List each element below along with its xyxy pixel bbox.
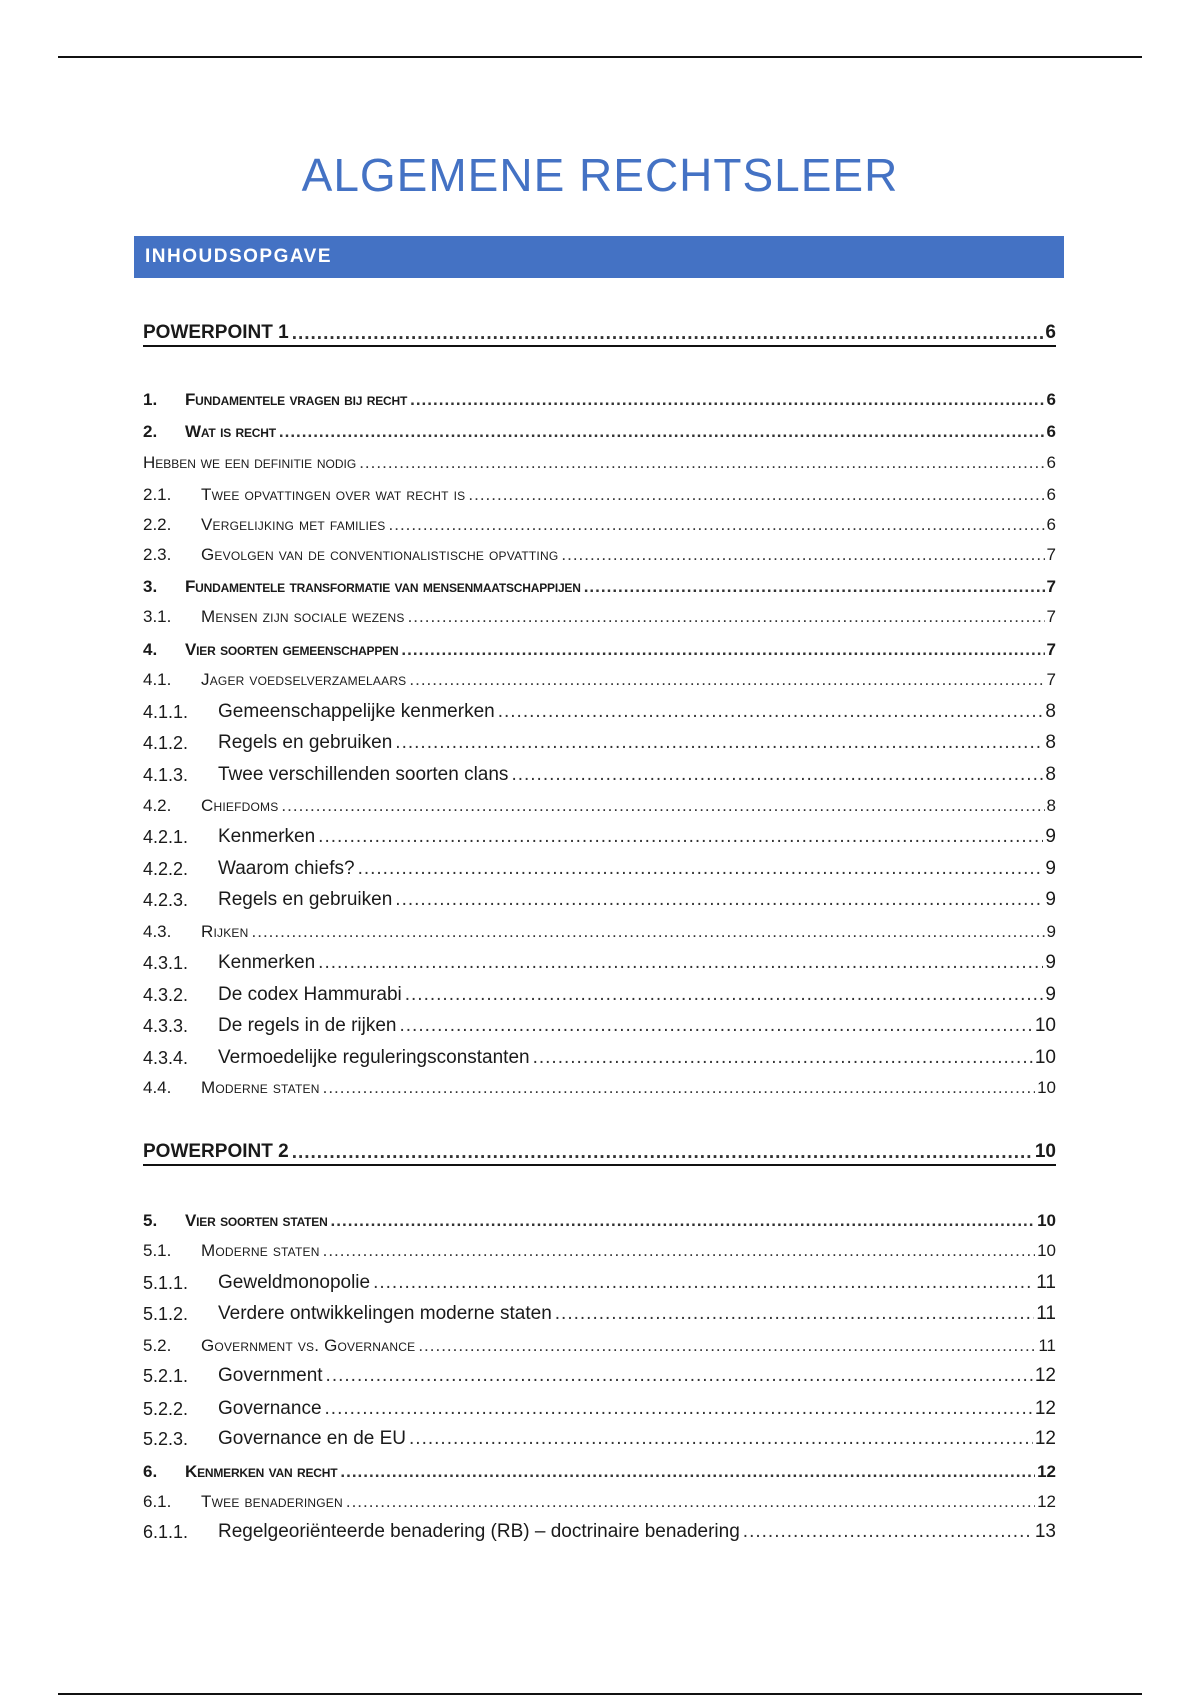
toc-entry-title: Mensen zijn sociale wezens bbox=[201, 607, 405, 626]
toc-entry-page: 8 bbox=[1045, 732, 1056, 753]
toc-entry-title: Verdere ontwikkelingen moderne staten bbox=[218, 1303, 552, 1324]
toc-dot-leader bbox=[292, 323, 1044, 345]
toc-dot-leader bbox=[359, 452, 1044, 474]
toc-entry-number: 4.3.1. bbox=[143, 953, 189, 973]
toc-entry-page: 11 bbox=[1038, 1336, 1056, 1355]
toc-entry-title: Twee benaderingen bbox=[201, 1492, 343, 1511]
toc-entry-title: Kenmerken van recht bbox=[185, 1462, 338, 1481]
toc-dot-leader bbox=[533, 1047, 1033, 1069]
toc-entry-page: 8 bbox=[1045, 701, 1056, 722]
toc-entry-page: 7 bbox=[1046, 607, 1056, 626]
toc-entry-number: 4.3.3. bbox=[143, 1016, 189, 1036]
toc-entry-title: Regels en gebruiken bbox=[218, 732, 393, 753]
toc-entry-page: 9 bbox=[1045, 889, 1056, 910]
toc-entry-title: Government bbox=[218, 1365, 323, 1386]
toc-entry-title: Government vs. Governance bbox=[201, 1336, 416, 1355]
toc-entry-page: 10 bbox=[1037, 1211, 1056, 1230]
toc-entry-number: 4.2.3. bbox=[143, 890, 189, 910]
toc-entry-number: 2. bbox=[143, 422, 158, 441]
toc-entry-title: Gevolgen van de conventionalistische opvatting bbox=[201, 545, 559, 564]
toc-entry-number: 5.1. bbox=[143, 1241, 172, 1260]
toc-dot-leader bbox=[584, 576, 1045, 598]
toc-entry[interactable] bbox=[143, 538, 1056, 566]
toc-entry-title: Governance bbox=[218, 1398, 322, 1419]
toc-dot-leader bbox=[405, 984, 1044, 1006]
toc-entry-page: 6 bbox=[1046, 515, 1056, 534]
toc-entry-number: 1. bbox=[143, 390, 158, 409]
toc-entry-page: 7 bbox=[1046, 545, 1056, 564]
toc-entry[interactable] bbox=[143, 915, 1056, 943]
toc-entry[interactable] bbox=[143, 758, 1056, 786]
toc-entry-page: 9 bbox=[1045, 858, 1056, 879]
toc-entry[interactable] bbox=[143, 446, 1056, 474]
toc-dot-leader bbox=[340, 1461, 1035, 1483]
toc-entry-page: 11 bbox=[1036, 1303, 1056, 1324]
toc-entry-number: 5. bbox=[143, 1211, 158, 1230]
toc-entry[interactable] bbox=[143, 946, 1056, 974]
document-title: ALGEMENE RECHTSLEER bbox=[301, 149, 899, 201]
toc-entry-page: 12 bbox=[1037, 1462, 1056, 1481]
toc-entry-number: 5.2. bbox=[143, 1336, 172, 1355]
toc-entry-number: 4. bbox=[143, 640, 158, 659]
toc-entry[interactable] bbox=[143, 600, 1056, 628]
toc-entry-title: Vermoedelijke reguleringsconstanten bbox=[218, 1047, 530, 1068]
toc-dot-leader bbox=[395, 732, 1043, 754]
toc-dot-leader bbox=[409, 1428, 1033, 1450]
toc-dot-leader bbox=[555, 1303, 1035, 1325]
toc-entry-page: 10 bbox=[1034, 1015, 1056, 1036]
toc-entry-number: 2.3. bbox=[143, 545, 172, 564]
toc-entry-page: 10 bbox=[1037, 1241, 1056, 1260]
toc-entry-page: 9 bbox=[1045, 952, 1056, 973]
toc-dot-leader bbox=[326, 1365, 1033, 1387]
toc-entry-title: De regels in de rijken bbox=[218, 1015, 397, 1036]
toc-entry[interactable] bbox=[143, 695, 1056, 723]
toc-entry[interactable] bbox=[143, 726, 1056, 754]
toc-entry[interactable] bbox=[143, 852, 1056, 880]
toc-dot-leader bbox=[418, 1335, 1036, 1357]
toc-entry[interactable] bbox=[143, 383, 1056, 411]
toc-entry-number: 5.1.2. bbox=[143, 1304, 189, 1324]
toc-dot-leader bbox=[323, 1077, 1035, 1099]
toc-entry-title: POWERPOINT 1 bbox=[143, 322, 289, 343]
toc-entry[interactable] bbox=[143, 1392, 1056, 1420]
toc-dot-leader bbox=[399, 1015, 1032, 1037]
toc-dot-leader bbox=[373, 1272, 1034, 1294]
toc-entry[interactable] bbox=[143, 1234, 1056, 1262]
toc-entry[interactable] bbox=[143, 1515, 1056, 1543]
toc-entry[interactable] bbox=[143, 789, 1056, 817]
toc-dot-leader bbox=[468, 484, 1044, 506]
toc-dot-leader bbox=[331, 1210, 1036, 1232]
toc-entry-page: 7 bbox=[1046, 640, 1056, 659]
toc-entry-number: 6.1. bbox=[143, 1492, 172, 1511]
toc-dot-leader bbox=[279, 421, 1045, 443]
toc-dot-leader bbox=[410, 389, 1044, 411]
toc-entry-page: 6 bbox=[1046, 453, 1056, 472]
toc-dot-leader bbox=[281, 795, 1044, 817]
toc-entry-title: Twee verschillenden soorten clans bbox=[218, 764, 509, 785]
toc-entry-title: Jager voedselverzamelaars bbox=[201, 670, 407, 689]
toc-entry-title: Geweldmonopolie bbox=[218, 1272, 371, 1293]
toc-entry-title: Regelgeoriënteerde benadering (RB) – doctrinaire benadering bbox=[218, 1521, 740, 1542]
toc-entry-number: 4.3.2. bbox=[143, 985, 189, 1005]
toc-dot-leader bbox=[409, 669, 1044, 691]
toc-entry-title: Gemeenschappelijke kenmerken bbox=[218, 701, 495, 722]
toc-entry-page: 12 bbox=[1034, 1398, 1056, 1419]
footer-rule bbox=[58, 1693, 1142, 1695]
toc-entry-title: Moderne staten bbox=[201, 1241, 320, 1260]
toc-entry-page: 7 bbox=[1046, 670, 1056, 689]
toc-entry-number: 4.1.2. bbox=[143, 733, 189, 753]
toc-entry[interactable] bbox=[143, 1071, 1056, 1099]
toc-entry-title: Rijken bbox=[201, 922, 249, 941]
toc-entry-number: 4.3.4. bbox=[143, 1048, 189, 1068]
toc-entry[interactable] bbox=[143, 883, 1056, 911]
toc-entry[interactable] bbox=[143, 317, 1056, 347]
toc-entry[interactable] bbox=[143, 415, 1056, 443]
toc-entry[interactable] bbox=[143, 1297, 1056, 1325]
toc-entry-number: 2.2. bbox=[143, 515, 172, 534]
toc-dot-leader bbox=[318, 952, 1043, 974]
toc-entry-page: 12 bbox=[1034, 1365, 1056, 1386]
toc-entry[interactable] bbox=[143, 1136, 1056, 1166]
toc-entry-page: 12 bbox=[1037, 1492, 1056, 1511]
toc-dot-leader bbox=[358, 858, 1044, 880]
toc-entry[interactable] bbox=[143, 820, 1056, 848]
toc-entry-number: 6.1.1. bbox=[143, 1522, 189, 1542]
toc-entry-page: 9 bbox=[1045, 984, 1056, 1005]
toc-entry-number: 4.1.1. bbox=[143, 702, 189, 722]
toc-entry[interactable] bbox=[143, 978, 1056, 1006]
toc-entry-page: 12 bbox=[1034, 1428, 1056, 1449]
toc-dot-leader bbox=[325, 1398, 1033, 1420]
toc-dot-leader bbox=[511, 764, 1043, 786]
toc-entry-number: 4.2.1. bbox=[143, 827, 189, 847]
toc-entry-number: 4.1.3. bbox=[143, 765, 189, 785]
toc-dot-leader bbox=[561, 544, 1044, 566]
toc-dot-leader bbox=[395, 889, 1043, 911]
toc-entry-title: De codex Hammurabi bbox=[218, 984, 402, 1005]
toc-entry-page: 8 bbox=[1046, 796, 1056, 815]
toc-entry-title: Kenmerken bbox=[218, 952, 316, 973]
toc-entry-number: 3. bbox=[143, 577, 158, 596]
toc-heading: INHOUDSOPGAVE bbox=[134, 236, 1064, 278]
toc-entry[interactable] bbox=[143, 663, 1056, 691]
toc-entry[interactable] bbox=[143, 1041, 1056, 1069]
toc-entry-page: 9 bbox=[1046, 922, 1056, 941]
toc-entry-title: Vier soorten staten bbox=[185, 1211, 328, 1230]
toc-entry-number: 5.2.1. bbox=[143, 1366, 189, 1386]
toc-entry[interactable] bbox=[143, 1485, 1056, 1513]
toc-entry[interactable] bbox=[143, 478, 1056, 506]
toc-entry[interactable] bbox=[143, 1455, 1056, 1483]
toc-entry-title: Vergelijking met families bbox=[201, 515, 386, 534]
toc-dot-leader bbox=[318, 826, 1043, 848]
toc-entry-number: 3.1. bbox=[143, 607, 172, 626]
toc-entry-title: POWERPOINT 2 bbox=[143, 1141, 289, 1162]
toc-entry-title: Fundamentele transformatie van mensenmaatschappijen bbox=[185, 577, 581, 596]
toc-entry-number: 4.2. bbox=[143, 796, 172, 815]
toc-entry[interactable] bbox=[143, 1009, 1056, 1037]
toc-entry-number: 4.3. bbox=[143, 922, 172, 941]
toc-entry-page: 9 bbox=[1045, 826, 1056, 847]
toc-entry-title: Kenmerken bbox=[218, 826, 316, 847]
toc-dot-leader bbox=[401, 639, 1044, 661]
toc-dot-leader bbox=[408, 606, 1045, 628]
toc-dot-leader bbox=[252, 921, 1045, 943]
toc-entry-title: Hebben we een definitie nodig bbox=[143, 453, 357, 472]
toc-entry-title: Regels en gebruiken bbox=[218, 889, 393, 910]
toc-dot-leader bbox=[292, 1142, 1033, 1164]
toc-dot-leader bbox=[389, 514, 1045, 536]
toc-entry-title: Twee opvattingen over wat recht is bbox=[201, 485, 466, 504]
toc-entry[interactable] bbox=[143, 633, 1056, 661]
toc-entry-page: 13 bbox=[1034, 1521, 1056, 1542]
toc-entry-page: 10 bbox=[1034, 1047, 1056, 1068]
toc-entry[interactable] bbox=[143, 1329, 1056, 1357]
toc-entry-number: 5.1.1. bbox=[143, 1273, 189, 1293]
toc-entry-title: Chiefdoms bbox=[201, 796, 279, 815]
toc-entry-title: Wat is recht bbox=[185, 422, 276, 441]
toc-entry-number: 4.1. bbox=[143, 670, 172, 689]
toc-entry-number: 5.2.3. bbox=[143, 1429, 189, 1449]
toc-entry-number: 5.2.2. bbox=[143, 1399, 189, 1419]
toc-entry-title: Vier soorten gemeenschappen bbox=[185, 640, 399, 659]
toc-entry-page: 10 bbox=[1037, 1078, 1056, 1097]
toc-entry-title: Governance en de EU bbox=[218, 1428, 407, 1449]
toc-entry-title: Fundamentele vragen bij recht bbox=[185, 390, 408, 409]
toc-entry-number: 2.1. bbox=[143, 485, 172, 504]
toc-entry[interactable] bbox=[143, 1359, 1056, 1387]
toc-entry-title: Moderne staten bbox=[201, 1078, 320, 1097]
toc-entry-page: 11 bbox=[1036, 1272, 1056, 1293]
toc-entry[interactable] bbox=[143, 1204, 1056, 1232]
header-rule bbox=[58, 56, 1142, 58]
toc-entry-page: 10 bbox=[1034, 1141, 1056, 1162]
toc-entry-page: 8 bbox=[1045, 764, 1056, 785]
toc-dot-leader bbox=[743, 1521, 1033, 1543]
toc-entry-number: 6. bbox=[143, 1462, 158, 1481]
toc-entry[interactable] bbox=[143, 1266, 1056, 1294]
toc-entry-page: 6 bbox=[1046, 485, 1056, 504]
toc-entry[interactable] bbox=[143, 508, 1056, 536]
toc-entry-page: 6 bbox=[1046, 390, 1056, 409]
toc-entry-page: 6 bbox=[1046, 422, 1056, 441]
toc-entry-page: 6 bbox=[1045, 322, 1056, 343]
toc-dot-leader bbox=[498, 701, 1044, 723]
toc-entry-title: Waarom chiefs? bbox=[218, 858, 355, 879]
toc-entry-page: 7 bbox=[1046, 577, 1056, 596]
toc-dot-leader bbox=[323, 1240, 1035, 1262]
toc-entry[interactable] bbox=[143, 570, 1056, 598]
toc-entry-number: 4.2.2. bbox=[143, 859, 189, 879]
toc-entry[interactable] bbox=[143, 1422, 1056, 1450]
toc-dot-leader bbox=[346, 1491, 1035, 1513]
toc-entry-number: 4.4. bbox=[143, 1078, 172, 1097]
